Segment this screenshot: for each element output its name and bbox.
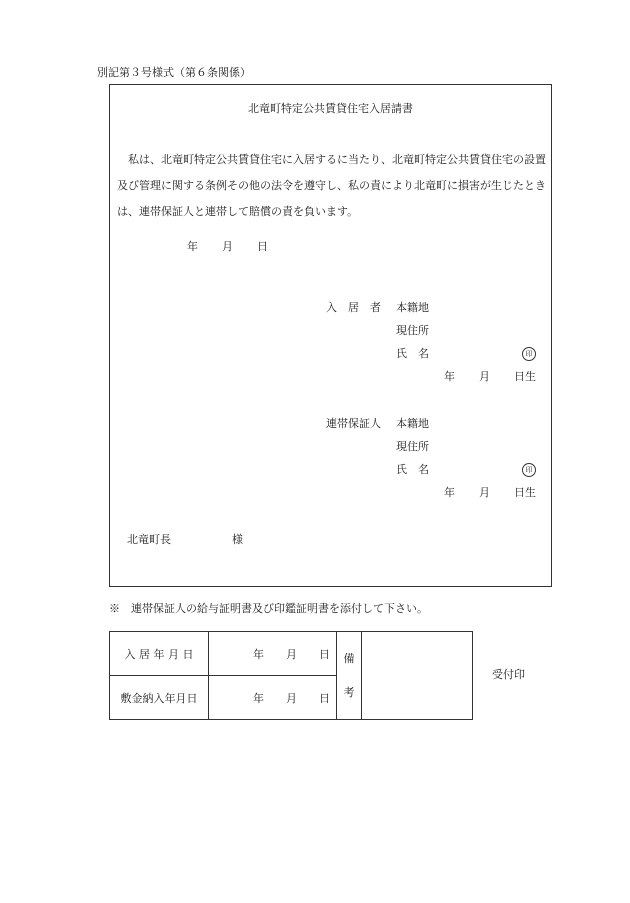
- tenant-seal-mark: [522, 347, 536, 361]
- move-in-date-cell: [209, 632, 337, 676]
- guarantor-birth-year: 年: [444, 486, 455, 499]
- guarantor-domicile-label: 本籍地: [396, 417, 429, 430]
- guarantor-seal-mark: [522, 463, 536, 477]
- tenant-domicile-label: 本籍地: [396, 301, 429, 314]
- date-month: 月: [222, 240, 233, 253]
- tenant-name-label: 氏 名: [396, 347, 429, 360]
- deposit-year: 年: [253, 691, 264, 705]
- remarks-cell: [362, 632, 473, 720]
- date-year: 年: [187, 240, 198, 253]
- date-day: 日: [257, 240, 268, 253]
- tenant-address-label: 現住所: [396, 324, 429, 337]
- remarks-label-cell: [337, 632, 362, 720]
- guarantor-role: 連帯保証人: [326, 417, 381, 430]
- agreement-body-text: 私は、北竜町特定公共賃貸住宅に入居するに当たり、北竜町特定公共賃貸住宅の設置及び管理に関する条例その他の法令を遵守し、私の責により北竜町に損害が生じたときは、連帯保証人と連帯して賠償の責を負います。: [117, 153, 546, 218]
- deposit-month: 月: [286, 691, 297, 705]
- deposit-date-label: 敷金納入年月日: [120, 691, 198, 705]
- addressee-honorific: 様: [232, 533, 243, 546]
- move-in-date-label-cell: [110, 632, 209, 676]
- move-in-year: 年: [253, 647, 264, 661]
- remarks-label-1: 備: [343, 651, 355, 665]
- register-table: [109, 631, 473, 720]
- move-in-month: 月: [286, 647, 297, 661]
- tenant-birth-month: 月: [479, 370, 490, 383]
- deposit-date-label-cell: [110, 676, 209, 720]
- guarantor-birth-day: 日生: [514, 486, 536, 499]
- guarantor-seal: 印: [522, 463, 536, 477]
- remarks-label-2: 考: [343, 685, 355, 699]
- received-stamp-label: 受付印: [492, 668, 525, 681]
- move-in-day: 日: [319, 647, 330, 661]
- attachment-note: ※ 連帯保証人の給与証明書及び印鑑証明書を添付して下さい。: [109, 602, 428, 615]
- tenant-birth-year: 年: [444, 370, 455, 383]
- document-title: 北竜町特定公共賃貸住宅入居請書: [248, 102, 413, 115]
- move-in-date-label: 入 居 年 月 日: [124, 647, 194, 661]
- guarantor-name-label: 氏 名: [396, 463, 429, 476]
- tenant-role: 入 居 者: [326, 301, 381, 314]
- form-number: 別記第３号様式（第６条関係）: [97, 66, 251, 79]
- tenant-birth-day: 日生: [514, 370, 536, 383]
- deposit-date-cell: [209, 676, 337, 720]
- tenant-seal: 印: [522, 347, 536, 361]
- agreement-body: [117, 147, 547, 225]
- guarantor-address-label: 現住所: [396, 440, 429, 453]
- deposit-day: 日: [319, 691, 330, 705]
- addressee-town: 北竜町長: [127, 533, 171, 546]
- guarantor-birth-month: 月: [479, 486, 490, 499]
